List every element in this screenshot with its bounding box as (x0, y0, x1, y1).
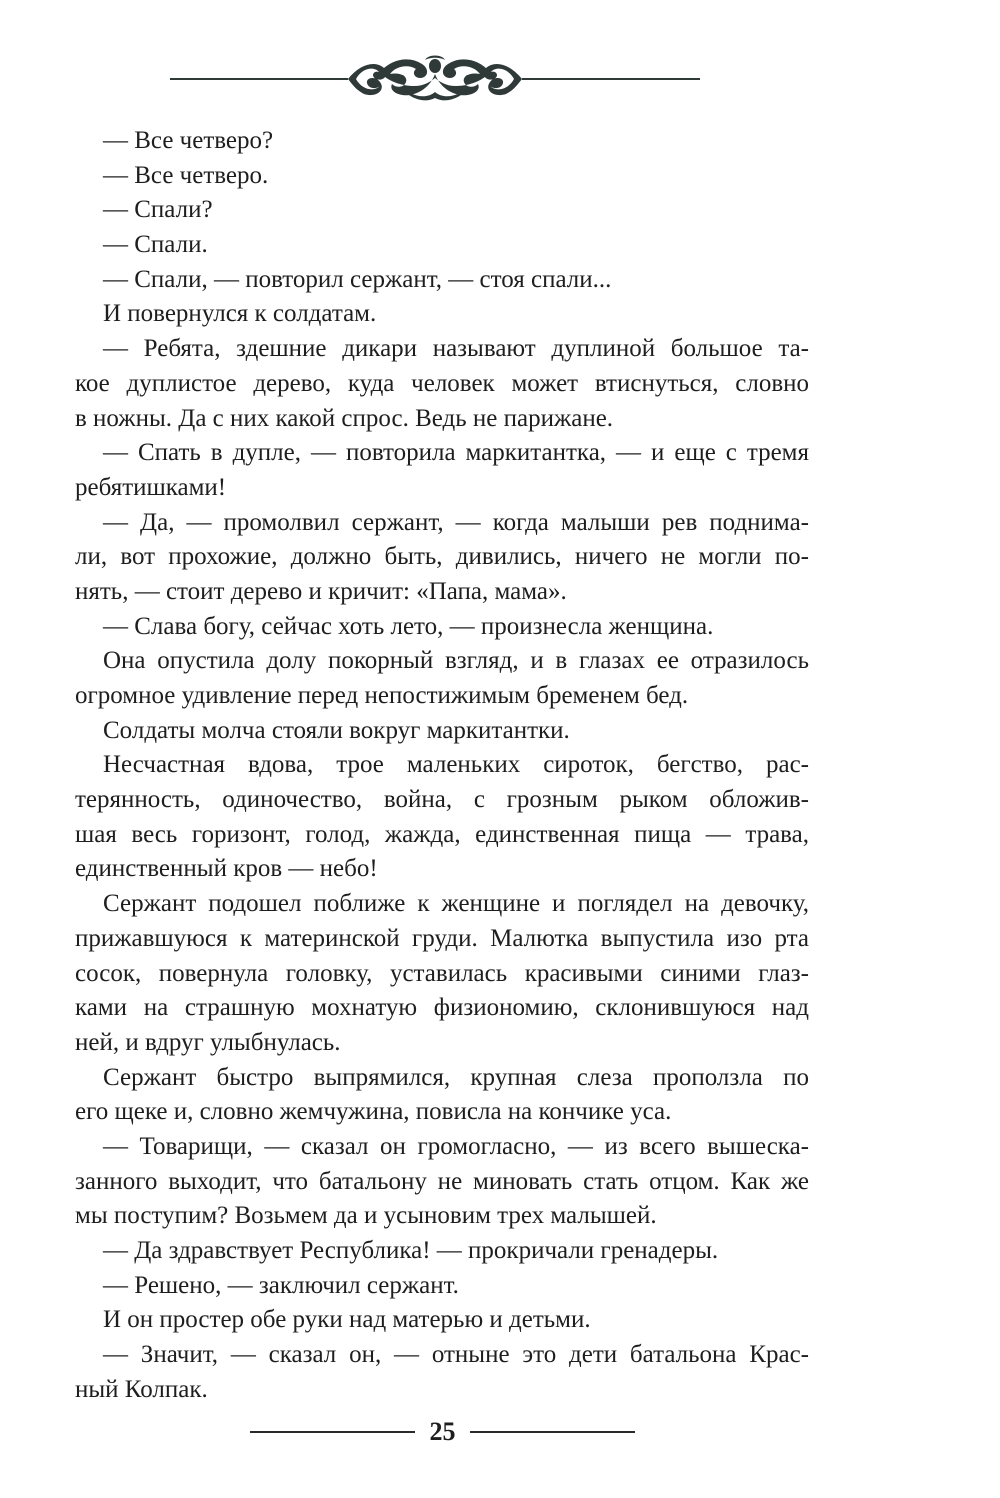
text-line: — Да здравствует Республика! — прокричали гренадеры. (103, 1237, 719, 1264)
page-footer (250, 1412, 635, 1452)
text-line: — Спали. (103, 231, 208, 259)
text-line: Она опустила долу покорный взгляд, и в глазах ее отразилось (103, 647, 809, 675)
text-line: И он простер обе руки над матерью и детьми. (103, 1306, 591, 1334)
text-line: терянность, одиночество, война, с грозным рыком обложив- (75, 786, 809, 814)
text-line: — Спали, — повторил сержант, — стоя спали... (103, 265, 612, 293)
text-line: Сержант быстро выпрямился, крупная слеза проползла по (103, 1063, 809, 1091)
text-line: кое дуплистое дерево, куда человек может втиснуться, словно (75, 369, 809, 397)
page-body-text (75, 124, 809, 1407)
text-line: — Ребята, здешние дикари называют дуплиной большое та- (103, 335, 809, 363)
text-line: — Спали? (103, 196, 213, 224)
text-line: — Все четверо? (103, 127, 274, 154)
text-line: ный Колпак. (75, 1375, 208, 1403)
text-line: — Решено, — заключил сержант. (103, 1271, 459, 1299)
footer-rule-right (470, 1431, 635, 1433)
text-line: в ножны. Да с них какой спрос. Ведь не парижане. (75, 404, 614, 432)
text-line: единственный кров — небо! (75, 855, 378, 883)
ornamental-divider-icon (170, 52, 700, 112)
page-number: 25 (429, 1417, 456, 1446)
text-line: занного выходит, что батальону не миновать стать отцом. Как же (75, 1167, 809, 1195)
text-line: — Товарищи, — сказал он громогласно, — из всего вышеска- (103, 1132, 809, 1160)
text-line: — Спать в дупле, — повторила маркитантка, — и еще с тремя (103, 439, 809, 467)
text-line: огромное удивление перед непостижимым бременем бед. (75, 682, 689, 709)
text-line: нять, — стоит дерево и кричит: «Папа, мама». (75, 577, 567, 605)
text-line: Сержант подошел поближе к женщине и поглядел на девочку, (103, 890, 809, 918)
text-line: прижавшуюся к материнской груди. Малютка выпустила изо рта (75, 924, 809, 952)
text-line: Несчастная вдова, трое маленьких сироток, бегство, рас- (103, 751, 809, 779)
text-line: ребятишками! (75, 473, 227, 501)
text-line: — Все четверо. (103, 161, 269, 189)
text-line: его щеке и, словно жемчужина, повисла на кончике уса. (75, 1098, 672, 1126)
text-line: — Слава богу, сейчас хоть лето, — произнесла женщина. (103, 612, 714, 640)
text-line: — Да, — промолвил сержант, — когда малыши рев поднима- (103, 508, 809, 536)
text-line: ками на страшную мохнатую физиономию, склонившуюся над (75, 994, 809, 1022)
text-line: ли, вот прохожие, должно быть, дивились, ничего не могли по- (75, 543, 809, 571)
text-line: мы поступим? Возьмем да и усыновим трех малышей. (75, 1202, 657, 1230)
text-line: И повернулся к солдатам. (103, 300, 377, 328)
text-line: — Значит, — сказал он, — отныне это дети батальона Крас- (103, 1341, 809, 1369)
text-line: шая весь горизонт, голод, жажда, единственная пища — трава, (75, 820, 809, 848)
text-line: ней, и вдруг улыбнулась. (75, 1028, 341, 1056)
text-line: Солдаты молча стояли вокруг маркитантки. (103, 716, 570, 744)
text-line: сосок, повернула головку, уставилась красивыми синими глаз- (75, 959, 809, 987)
